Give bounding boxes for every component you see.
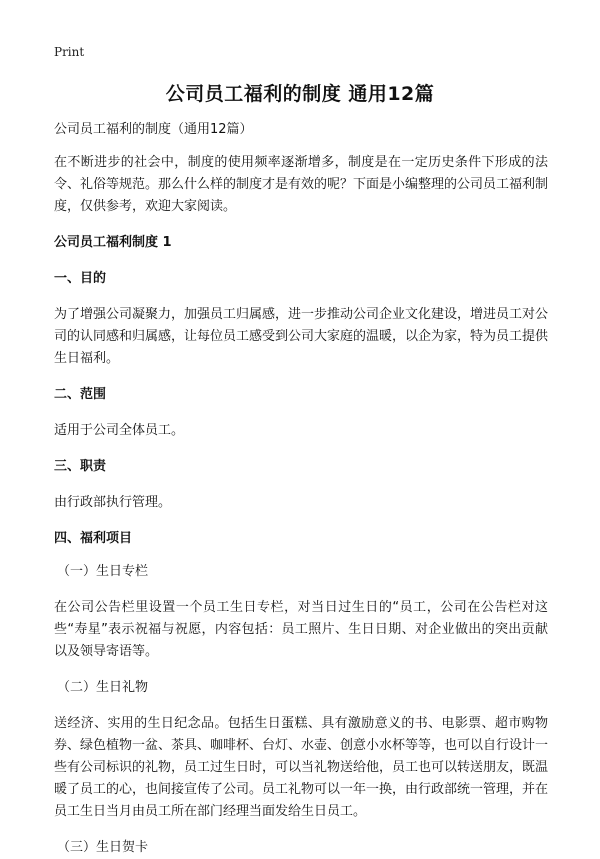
purpose-heading: 一、目的 [54,271,107,286]
birthday-gift-text: 送经济、实用的生日纪念品。包括生日蛋糕、具有激励意义的书、电影票、超市购物券、绿色植物一盆、茶具、咖啡杯、台灯、水壶、创意小水杯等等，也可以自行设计一些有公司标识的礼物，员工过生日时，可以当礼物送给他，员工也可以转送朋友，既温暖了员工的心，也间接宣传了公司。员工礼物可以一年一换，由行政部统一管理，并在员工生日当月由员工所在部门经理当面发给生日员工。 [54,716,549,819]
birthday-column-text: 在公司公告栏里设置一个员工生日专栏，对当日过生日的“员工，公司在公告栏对这些“寿星”表示祝福与祝愿，内容包括：员工照片、生日日期、对企业做出的突出贡献以及领导寄语等。 [54,600,548,659]
section-title: 公司员工福利制度 1 [54,235,172,250]
scope-heading: 二、范围 [54,387,107,402]
intro-paragraph: 在不断进步的社会中，制度的使用频率逐渐增多，制度是在一定历史条件下形成的法令、礼俗等规范。那么什么样的制度才是有效的呢？下面是小编整理的公司员工福利制度，仅供参考，欢迎大家阅读。 [54,155,549,214]
birthday-column-heading: （一）生日专栏 [57,564,149,579]
duty-heading: 三、职责 [54,459,107,474]
intro-line: 公司员工福利的制度（通用12篇） [54,122,253,137]
birthday-gift-heading: （二）生日礼物 [57,680,149,695]
print-label: Print [54,45,85,59]
purpose-text: 为了增强公司凝聚力，加强员工归属感，进一步推动公司企业文化建设，增进员工对公司的认同感和归属感，让每位员工感受到公司大家庭的温暖，以企为家，特为员工提供生日福利。 [54,307,549,366]
items-heading: 四、福利项目 [54,531,133,546]
document-title: 公司员工福利的制度 通用12篇 [165,83,435,105]
birthday-card-heading: （三）生日贺卡 [57,840,149,855]
document-body [54,119,548,859]
scope-text: 适用于公司全体员工。 [54,423,185,438]
duty-text: 由行政部执行管理。 [54,495,172,510]
